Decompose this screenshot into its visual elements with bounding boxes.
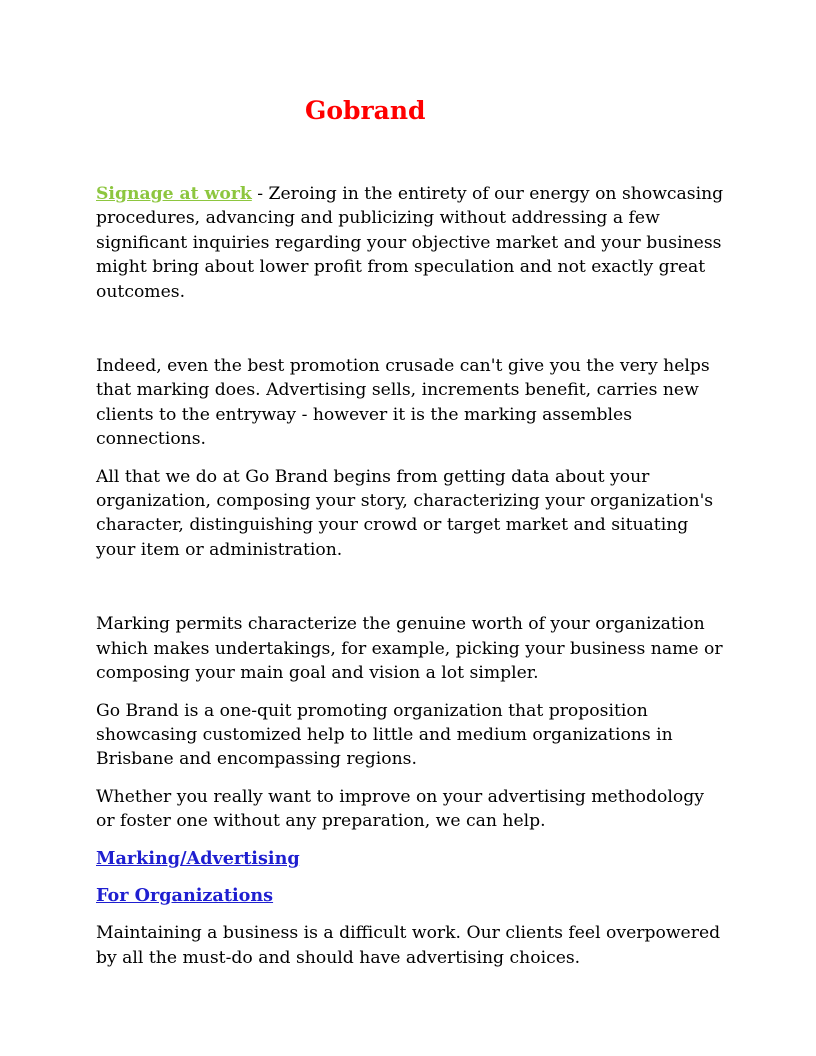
intro-paragraph: [96, 182, 726, 304]
intro-text: - Zeroing in the entirety of our energy on showcasing procedures, advancing and publicizing without addressing a few significant inquiries regarding your objective market and your business might bring about lower profit from speculation and not exactly great outcomes.: [96, 184, 724, 302]
paragraph-maintaining-business: Maintaining a business is a difficult work. Our clients feel overpowered by all the must-do and should have advertising choices.: [96, 923, 721, 968]
paragraph-go-brand-services: Go Brand is a one-quit promoting organization that proposition showcasing customized help to little and medium organizations in Brisbane and encompassing regions.: [96, 700, 673, 770]
paragraph-we-can-help: Whether you really want to improve on your advertising methodology or foster one without any preparation, we can help.: [96, 786, 704, 832]
signage-at-work-link[interactable]: Signage at work: [96, 184, 252, 204]
marking-advertising-link[interactable]: Marking/Advertising: [96, 847, 300, 869]
marking-advertising-heading: [96, 847, 726, 871]
paragraph-go-brand-process: All that we do at Go Brand begins from getting data about your organization, composing your story, characterizing your organization's character, distinguishing your crowd or target market and situating your item or administration.: [96, 466, 714, 560]
for-organizations-heading: [96, 884, 726, 908]
paragraph-marking-value: Marking permits characterize the genuine worth of your organization which makes undertakings, for example, picking your business name or composing your main goal and vision a lot simpler.: [96, 614, 723, 684]
for-organizations-link[interactable]: For Organizations: [96, 884, 274, 906]
document-title: Gobrand: [305, 96, 426, 125]
document-page: [96, 96, 726, 970]
paragraph-promotion: Indeed, even the best promotion crusade can't give you the very helps that marking does. Advertising sells, increments benefit, carries new clients to the entryway - however it is the marking assembles connections.: [96, 356, 710, 450]
